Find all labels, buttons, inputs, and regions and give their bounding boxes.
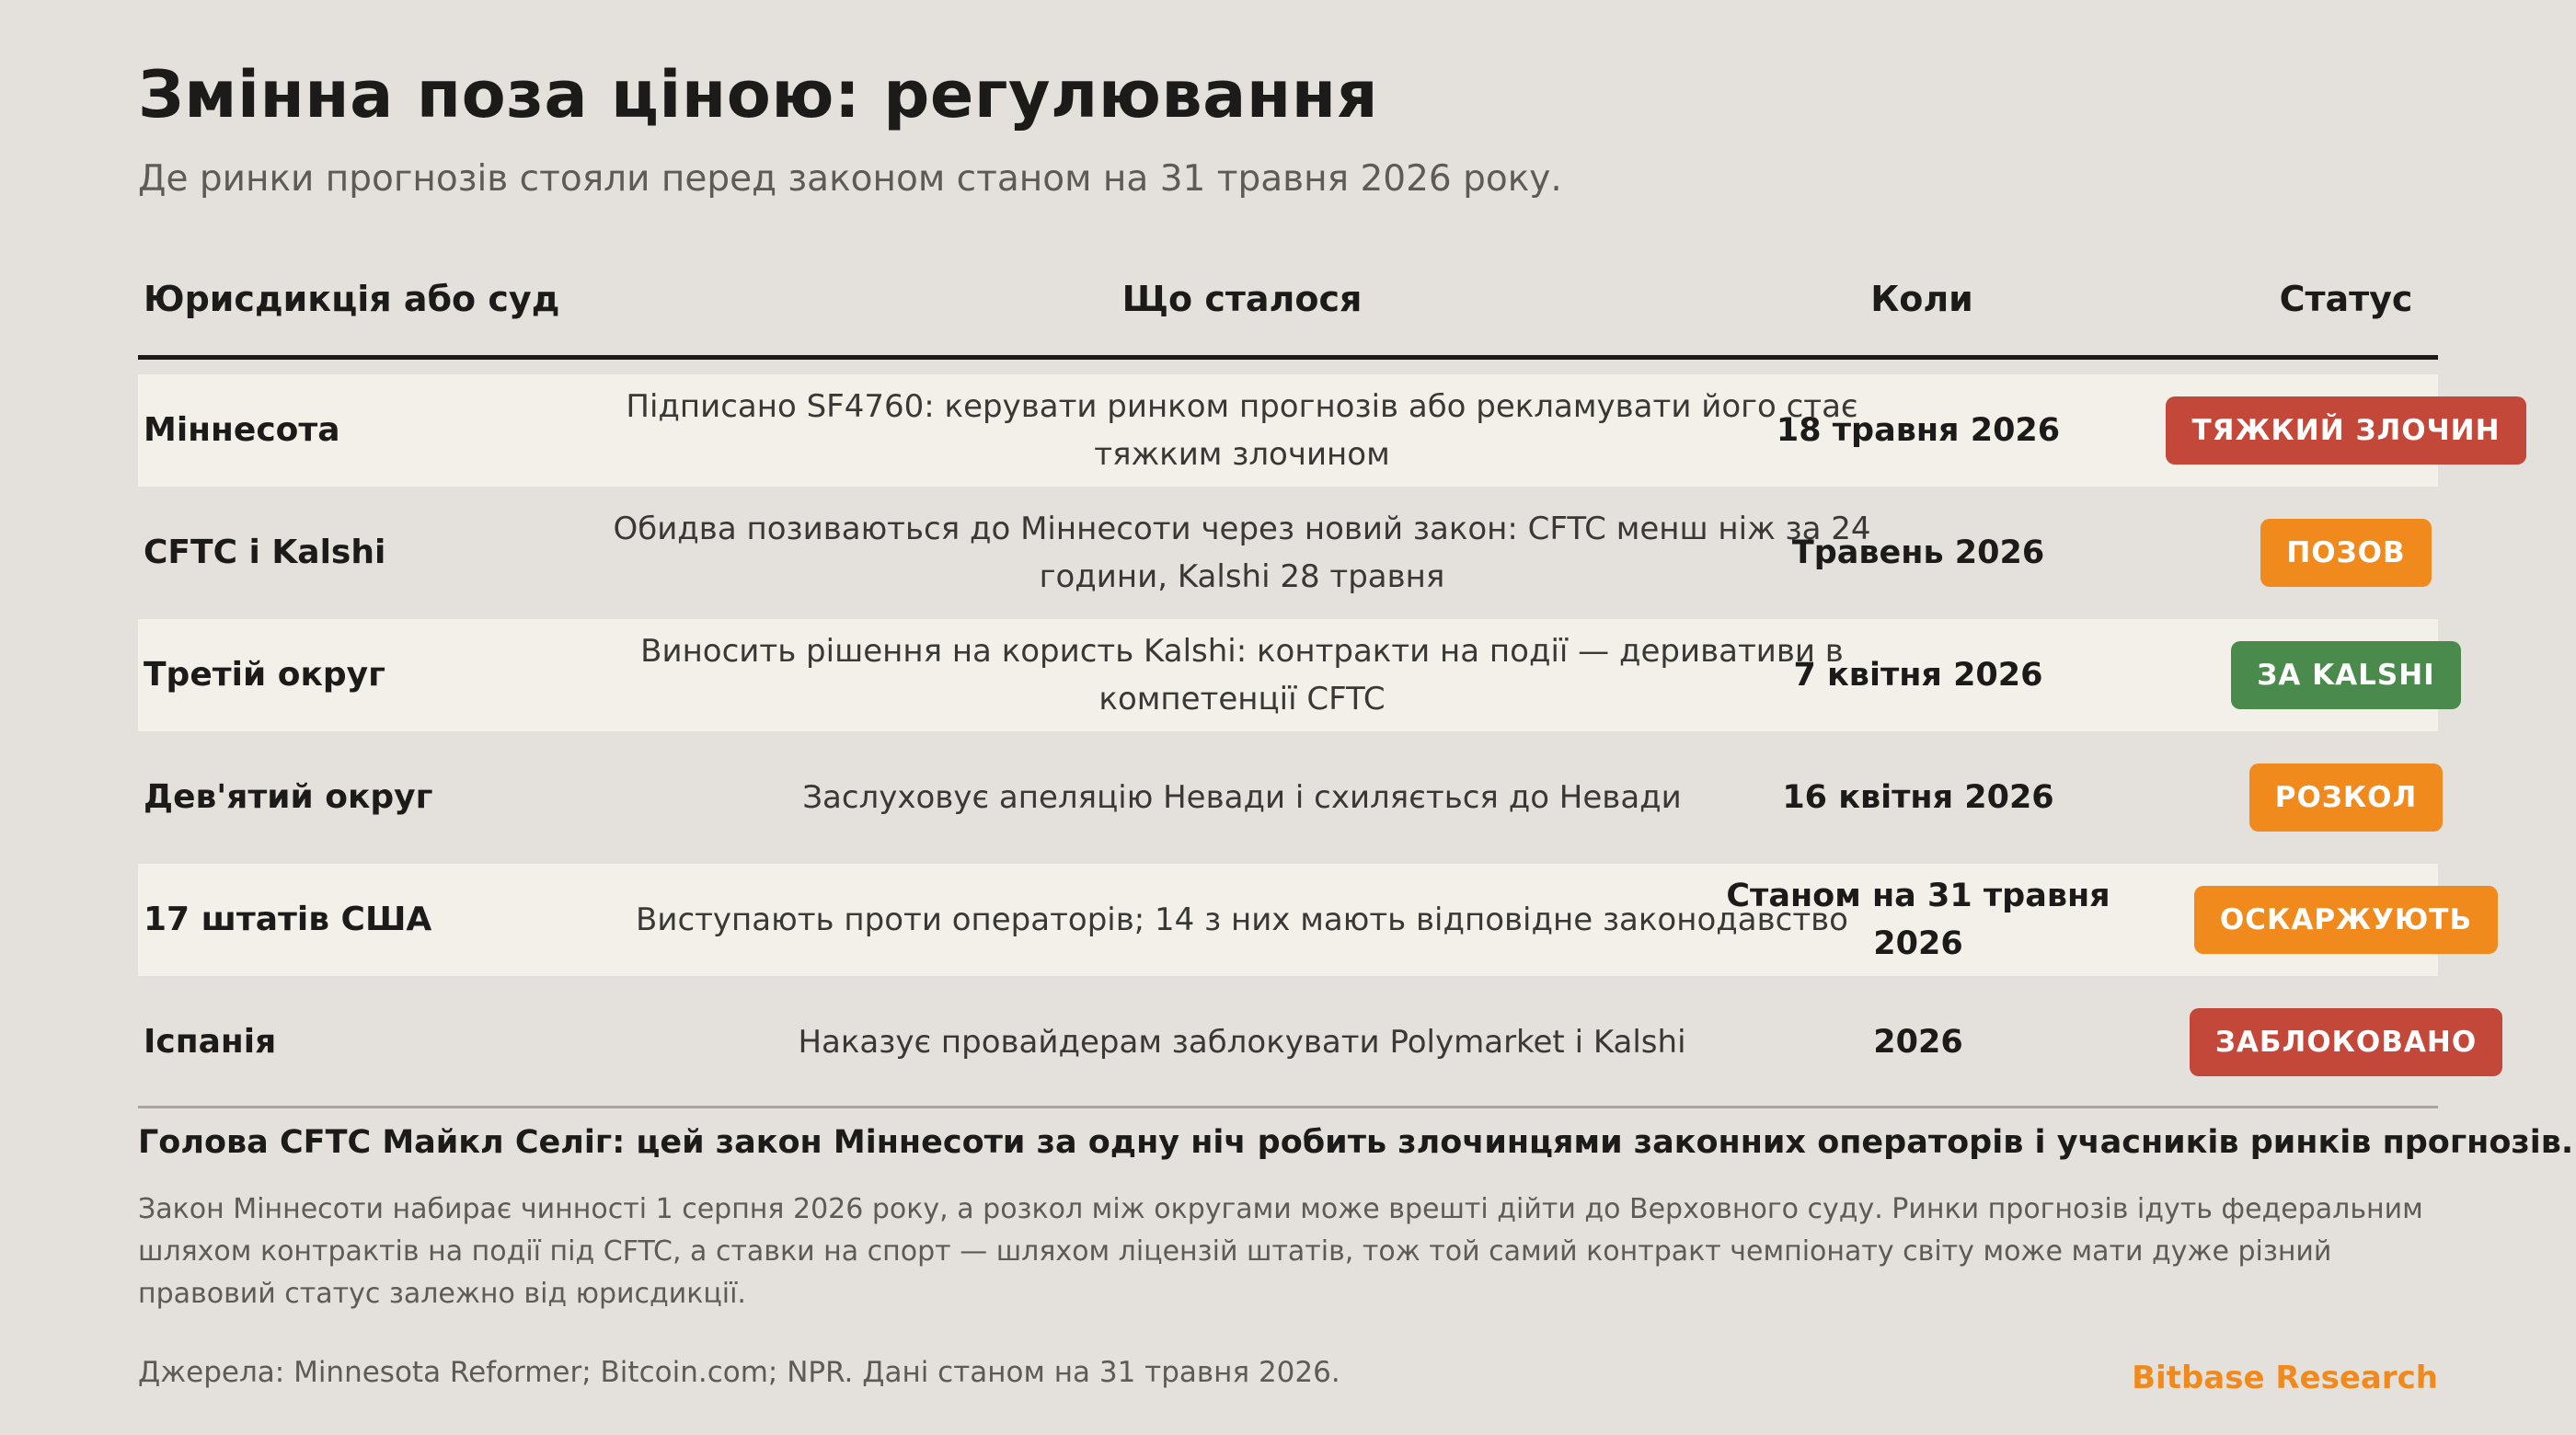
row-what: Підписано SF4760: керувати ринком прогнозів або рекламувати його стає тяжким злочином [626, 388, 1858, 473]
row-what: Виступають проти операторів; 14 з них мають відповідне законодавство [636, 901, 1848, 938]
row-what: Обидва позиваються до Міннесоти через новий закон: CFTC менш ніж за 24 години, Kalshi 28 травня [613, 511, 1871, 595]
row-status-cell [2116, 619, 2576, 731]
row-status-cell [2116, 497, 2576, 609]
row-status-cell [2116, 374, 2576, 487]
status-badge: ОСКАРЖУЮТЬ [2194, 886, 2498, 954]
status-badge: РОЗКОЛ [2249, 763, 2444, 832]
row-when: 2026 [1873, 1024, 1963, 1061]
row-when: 7 квітня 2026 [1793, 657, 2043, 694]
row-jurisdiction: Третій округ [144, 656, 385, 694]
table-row [138, 986, 2478, 1098]
row-when: Травень 2026 [1791, 534, 2045, 571]
infographic [138, 0, 2574, 1435]
divider [138, 1106, 2438, 1108]
table-body [138, 374, 2501, 1108]
quote: Голова CFTC Майкл Селіг: цей закон Міннесоти за одну ніч робить злочинцями законних операторів і учасників ринків прогнозів. [138, 1124, 2574, 1161]
row-when: 16 квітня 2026 [1782, 779, 2054, 816]
row-status-cell [2116, 864, 2576, 976]
row-what: Наказує провайдерам заблокувати Polymarket і Kalshi [798, 1024, 1686, 1061]
row-jurisdiction: Дев'ятий округ [144, 778, 433, 816]
row-what: Заслуховує апеляцію Невади і схиляється до Невади [802, 779, 1682, 816]
row-when: 18 травня 2026 [1776, 412, 2061, 449]
row-jurisdiction: CFTC і Kalshi [144, 534, 386, 571]
header-jurisdiction: Юрисдикція або суд [144, 279, 560, 319]
row-jurisdiction: Міннесота [144, 411, 340, 449]
header-when: Коли [1870, 279, 1973, 319]
table-row [138, 864, 2473, 976]
table-header [138, 267, 2438, 360]
footnote: Закон Міннесоти набирає чинності 1 серпня 2026 року, а розкол між округами може врешті дійти до Верховного суду. Ринки прогнозів ідуть федеральним шляхом контрактів на події під CFTC, а ставки на спорт — шляхом ліцензій штатів, тож той самий контракт чемпіонату світу може мати дуже різний правовий статус залежно від юрисдикції. [138, 1193, 2423, 1310]
table-row [138, 497, 2438, 609]
status-badge: ЗАБЛОКОВАНО [2190, 1008, 2502, 1076]
row-status-cell [2116, 741, 2576, 854]
row-status-cell [2116, 986, 2576, 1098]
row-jurisdiction: 17 штатів США [144, 901, 432, 938]
page-title: Змінна поза ціною: регулювання [138, 57, 1379, 132]
row-when: Станом на 31 травня 2026 [1726, 878, 2110, 962]
page-subtitle: Де ринки прогнозів стояли перед законом станом на 31 травня 2026 року. [138, 158, 1562, 200]
status-badge: ЗА KALSHI [2231, 641, 2460, 709]
brand-logo: Bitbase Research [2132, 1360, 2438, 1396]
row-what: Виносить рішення на користь Kalshi: контракти на події — деривативи в компетенції CFTC [640, 633, 1844, 718]
status-badge: ПОЗОВ [2260, 519, 2431, 587]
status-badge: ТЯЖКИЙ ЗЛОЧИН [2166, 396, 2525, 465]
row-jurisdiction: Іспанія [144, 1023, 277, 1061]
sources: Джерела: Minnesota Reformer; Bitcoin.com; NPR. Дані станом на 31 травня 2026. [138, 1356, 1340, 1389]
header-what: Що сталося [1121, 279, 1363, 319]
table-row [138, 374, 2501, 487]
header-status: Статус [2279, 279, 2413, 319]
table-row [138, 619, 2438, 731]
table-row [138, 741, 2438, 854]
